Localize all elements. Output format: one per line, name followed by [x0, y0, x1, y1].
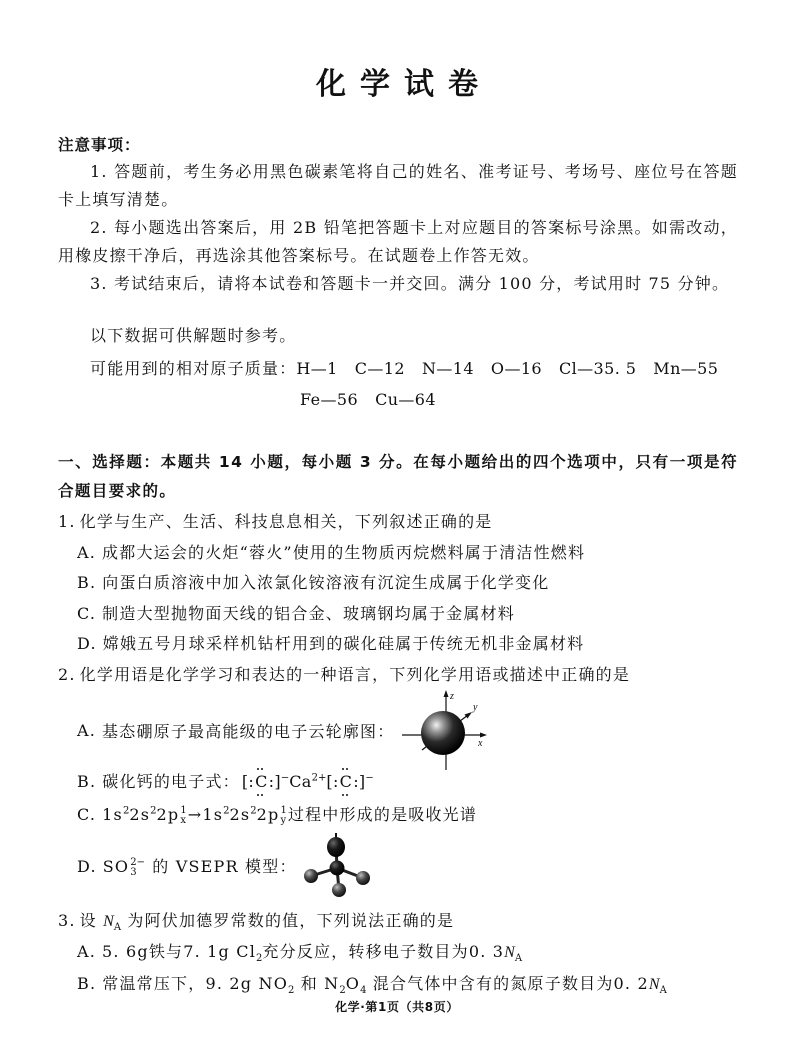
section-1-heading: 一、选择题：本题共 14 小题，每小题 3 分。在每小题给出的四个选项中，只有一项是符合题目要求的。 — [58, 453, 738, 500]
subscript: 4 — [360, 985, 367, 997]
oxygen-atom-bottom — [332, 883, 346, 897]
subscript: 2 — [288, 985, 295, 997]
text-run: Ca — [289, 772, 312, 791]
text-run: :] — [268, 772, 281, 791]
atomic-mass-label: 可能用到的相对原子质量： — [90, 359, 297, 378]
atomic-mass-h: H—1 — [296, 359, 338, 378]
option-label: A. — [77, 721, 97, 740]
text-run: 混合气体中含有的氮原子数目为0. 2 — [366, 974, 649, 993]
subscript: A — [113, 922, 122, 934]
option-label: A. — [77, 543, 97, 562]
q2-option-a — [77, 688, 493, 773]
option-text: 碳化钙的电子式： — [102, 772, 240, 791]
atomic-mass-cl: Cl—35. 5 — [559, 359, 637, 378]
option-text: 向蛋白质溶液中加入浓氯化铵溶液有沉淀生成属于化学变化 — [102, 573, 550, 592]
sulfur-atom-center — [329, 861, 344, 876]
question-stem: 化学与生产、生活、科技息息相关，下列叙述正确的是 — [79, 512, 493, 531]
text-run: SO — [102, 857, 130, 877]
reference-intro: 以下数据可供解题时参考。 — [90, 326, 297, 345]
vsepr-model-diagram — [299, 832, 377, 900]
notice-item-1: 1. 答题前，考生务必用黑色碳素笔将自己的姓名、准考证号、考场号、座位号在答题卡上填写清楚。 — [58, 162, 738, 209]
text-run: 和 N — [294, 974, 340, 993]
electron-dot-atom: C — [339, 767, 354, 797]
question-2 — [58, 660, 630, 690]
superscript: 1 — [280, 804, 287, 816]
notice-heading: 注意事项： — [58, 136, 141, 154]
text-run: :] — [353, 772, 366, 791]
x-axis-arrow — [480, 733, 487, 738]
subscript: 3 — [130, 866, 137, 878]
option-label: B. — [77, 573, 97, 592]
option-label: C. — [77, 805, 97, 824]
subscript: 2 — [339, 985, 346, 997]
question-number: 2. — [58, 665, 76, 684]
oxygen-atom-left — [304, 869, 318, 883]
atomic-mass-o: O—16 — [490, 359, 542, 378]
q3-option-a — [77, 937, 522, 968]
option-text: 成都大运会的火炬“蓉火”使用的生物质丙烷燃料属于清洁性燃料 — [102, 543, 586, 562]
q1-option-b — [77, 568, 549, 598]
question-1 — [58, 507, 492, 537]
subscript: y — [280, 814, 287, 826]
question-number: 3. — [58, 911, 76, 930]
q1-option-c — [77, 599, 515, 629]
electron-cloud-diagram — [398, 688, 493, 773]
italic-symbol: N — [648, 976, 660, 993]
exam-title: 化学试卷 — [316, 67, 492, 102]
text-run: 1s — [102, 805, 123, 824]
atomic-mass-fe: Fe—56 — [300, 390, 359, 409]
z-axis-arrow — [444, 690, 449, 697]
text-run: 2s — [129, 805, 151, 824]
question-number: 1. — [58, 512, 76, 531]
text-run: 的 VSEPR 模型： — [145, 857, 297, 877]
option-label: D. — [77, 856, 97, 876]
text-run: 5. 6g铁与7. 1g Cl — [102, 942, 257, 961]
superscript: 2 — [250, 805, 257, 817]
option-text — [102, 974, 667, 997]
s-orbital-sphere — [421, 711, 465, 755]
superscript: 2 — [150, 805, 157, 817]
notice-item-3: 3. 考试结束后，请将本试卷和答题卡一并交回。满分 100 分，考试用时 75 分钟。 — [90, 274, 730, 293]
atomic-mass-row-1 — [90, 355, 735, 383]
text-run: 设 — [79, 911, 104, 930]
page-footer: 化学·第1页（共8页） — [335, 1000, 459, 1014]
question-stem — [79, 911, 455, 934]
option-label: B. — [77, 974, 97, 993]
atomic-mass-n: N—14 — [421, 359, 474, 378]
superscript: − — [280, 772, 290, 784]
q1-option-d — [77, 629, 584, 659]
q2-option-b — [77, 767, 374, 797]
calcium-carbide-electron-formula — [242, 772, 374, 791]
x-axis-label: x — [478, 738, 485, 749]
q2-option-d — [77, 832, 377, 900]
italic-symbol: N — [504, 944, 515, 961]
subscript: 2 — [256, 953, 263, 965]
atomic-mass-mn: Mn—55 — [653, 359, 719, 378]
option-text — [103, 854, 297, 878]
electron-dot-atom: C — [254, 767, 269, 797]
option-label: D. — [77, 634, 97, 653]
subscript: A — [514, 953, 523, 965]
q2-option-c — [77, 800, 477, 830]
text-run: [: — [326, 772, 339, 791]
question-3 — [58, 906, 454, 937]
q3-option-b — [77, 969, 667, 1000]
text-run: 2s — [229, 805, 251, 824]
subscript: x — [180, 814, 186, 826]
atomic-mass-c: C—12 — [354, 359, 405, 378]
z-axis-label: z — [450, 691, 456, 702]
q1-option-a — [77, 538, 585, 568]
question-stem: 化学用语是化学学习和表达的一种语言，下列化学用语或描述中正确的是 — [79, 665, 631, 684]
sup-sub-stack — [130, 858, 145, 878]
option-text: 制造大型抛物面天线的铝合金、玻璃钢均属于金属材料 — [102, 604, 515, 623]
option-label: B. — [77, 772, 97, 791]
notice-item-2: 2. 每小题选出答案后，用 2B 铅笔把答题卡上对应题目的答案标号涂黑。如需改动，用橡皮擦干净后，再选涂其他答案标号。在试题卷上作答无效。 — [58, 218, 738, 265]
superscript: 2 — [223, 805, 230, 817]
option-text — [102, 805, 477, 824]
superscript: 1 — [180, 804, 187, 816]
oxygen-atom-right — [356, 871, 370, 885]
text-run: 过程中形成的是吸收光谱 — [287, 805, 478, 824]
text-run: 为阿伏加德罗常数的值，下列说法正确的是 — [121, 911, 455, 930]
atomic-mass-cu: Cu—64 — [375, 390, 436, 409]
superscript: 2 — [122, 805, 130, 817]
italic-symbol: N — [103, 913, 114, 930]
text-run: →1s — [187, 805, 224, 824]
text-run: 2p — [156, 805, 180, 824]
text-run: [: — [241, 772, 255, 791]
text-run: 常温常压下，9. 2g NO — [102, 974, 289, 993]
subscript: A — [659, 985, 667, 997]
sup-sub-stack — [281, 806, 287, 826]
text-run: 2p — [256, 805, 280, 824]
superscript: 2− — [130, 856, 145, 868]
option-text: 基态硼原子最高能级的电子云轮廓图： — [102, 722, 395, 741]
sup-sub-stack — [180, 806, 186, 826]
option-text — [102, 942, 523, 965]
y-axis-label: y — [473, 702, 480, 713]
text-run: O — [345, 974, 361, 993]
option-label: A. — [77, 942, 97, 961]
atomic-mass-row-2 — [300, 386, 453, 414]
text-run: 充分反应，转移电子数目为0. 3 — [262, 942, 505, 961]
option-text: 嫦娥五号月球采样机钻杆用到的碳化硅属于传统无机非金属材料 — [102, 634, 585, 653]
superscript: − — [365, 772, 374, 784]
option-label: C. — [77, 604, 97, 623]
lone-pair-lobe — [327, 837, 345, 857]
superscript: 2+ — [311, 772, 327, 784]
